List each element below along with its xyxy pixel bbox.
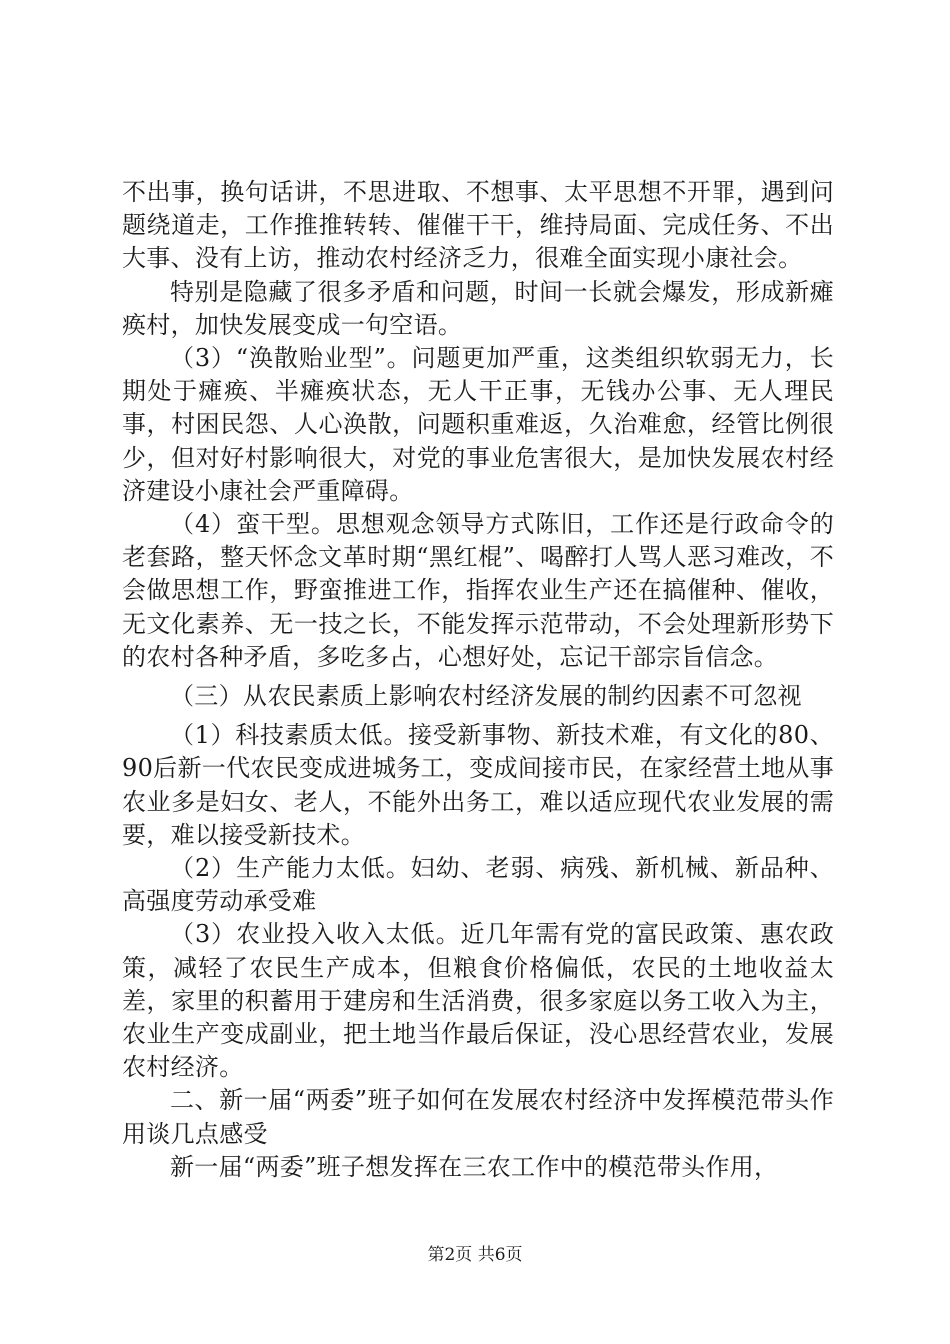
paragraph-7: （3）农业投入收入太低。近几年需有党的富民政策、惠农政策，减轻了农民生产成本，但粮食价格偏低，农民的土地收益太差，家里的积蓄用于建房和生活消费，很多家庭以务工收入为主，农业生产变成副业，把土地当作最后保证，没心思经营农业，发展农村经济。: [122, 920, 834, 1082]
paragraph-8: 新一届“两委”班子想发挥在三农工作中的模范带头作用，: [170, 1152, 779, 1181]
paragraph-4: （4）蛮干型。思想观念领导方式陈旧，工作还是行政命令的老套路，整天怀念文革时期“黑红棍”、喝醉打人骂人恶习难改，不会做思想工作，野蛮推进工作，指挥农业生产还在搞催种、催收，无文化素养、无一技之长，不能发挥示范带动，不会处理新形势下的农村各种矛盾，多吃多占，心想好处，忘记干部宗旨信念。: [122, 510, 834, 671]
section-heading-3: （三）从农民素质上影响农村经济发展的制约因素不可忽视: [170, 682, 802, 711]
document-body: [122, 176, 834, 1184]
section-heading-2: 二、新一届“两委”班子如何在发展农村经济中发挥模范带头作用谈几点感受: [122, 1086, 834, 1148]
paragraph-3: （3）“涣散贻业型”。问题更加严重，这类组织软弱无力，长期处于瘫痪、半瘫痪状态，无人干正事，无钱办公事、无人理民事，村困民怨、人心涣散，问题积重难返，久治难愈，经管比例很少，但对好村影响很大，对党的事业危害很大，是加快发展农村经济建设小康社会严重障碍。: [122, 344, 834, 505]
paragraph-1: 不出事，换句话讲，不思进取、不想事、太平思想不开罪，遇到问题绕道走，工作推推转转、催催干干，维持局面、完成任务、不出大事、没有上访，推动农村经济乏力，很难全面实现小康社会。: [122, 178, 834, 273]
page-number-footer: 第2页 共6页: [427, 1245, 523, 1265]
paragraph-6: （2）生产能力太低。妇幼、老弱、病残、新机械、新品种、高强度劳动承受难: [122, 854, 834, 916]
paragraph-2: 特别是隐藏了很多矛盾和问题，时间一长就会爆发，形成新瘫痪村，加快发展变成一句空语。: [122, 277, 834, 339]
paragraph-5: （1）科技素质太低。接受新事物、新技术难，有文化的80、90后新一代农民变成进城务工，变成间接市民，在家经营土地从事农业多是妇女、老人，不能外出务工，难以适应现代农业发展的需要，难以接受新技术。: [122, 721, 834, 849]
